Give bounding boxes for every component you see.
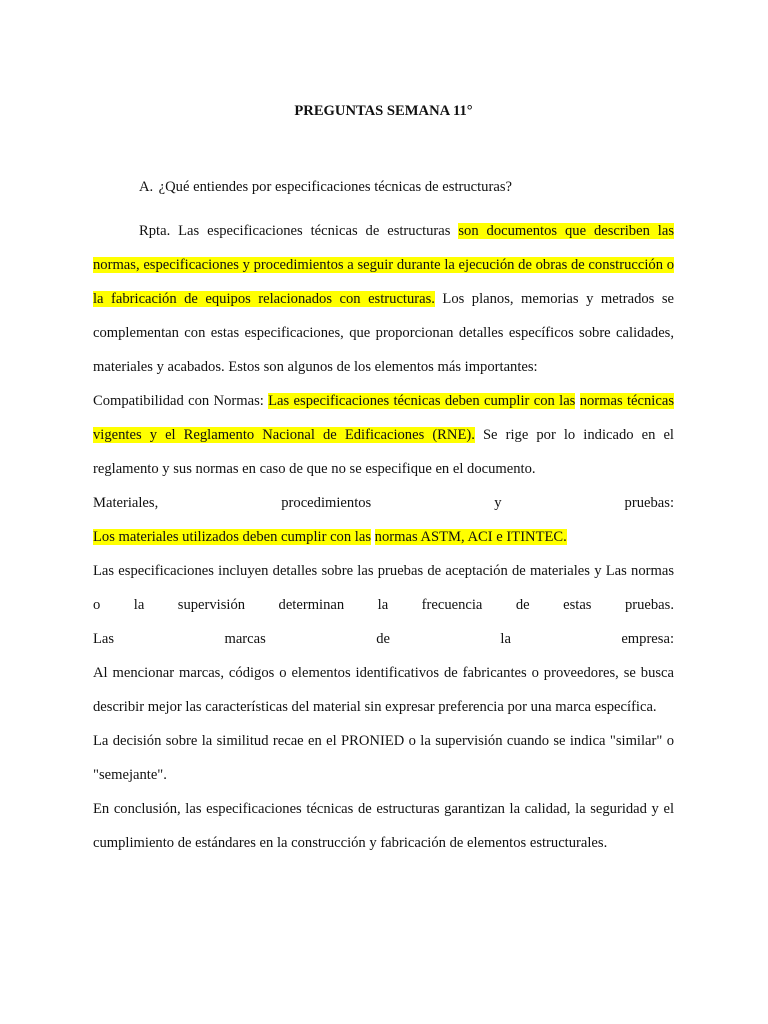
compatibility-continuation: Se rige por lo indicado en el reglamento y sus normas en caso de que no se especifique en el documento. <box>93 427 674 477</box>
highlight-norms-a: Las especificaciones técnicas deben cumplir con las <box>268 393 576 409</box>
compatibility-label: Compatibilidad con Normas: <box>93 393 269 409</box>
similarity-paragraph: La decisión sobre la similitud recae en el PRONIED o la supervisión cuando se indica "similar" o "semejante". <box>93 733 674 783</box>
materials-paragraph <box>93 520 674 554</box>
question-text: ¿Qué entiendes por especificaciones técnicas de estructuras? <box>158 179 512 195</box>
highlight-definition: son documentos que describen las normas, especificaciones y procedimientos a seguir durante la ejecución de obras de construcción o la fabricación de equipos relacionados con estructuras. <box>93 223 674 307</box>
answer-intro-continuation: Los planos, memorias y metrados se complementan con estas especificaciones, que proporcionan detalles específicos sobre calidades, materiales y acabados. Estos son algunos de los elementos más importantes: <box>93 291 674 375</box>
compatibility-paragraph <box>93 384 674 486</box>
highlight-materials-b: normas ASTM, ACI e ITINTEC. <box>374 529 567 545</box>
question-letter: A. <box>139 179 154 195</box>
answer-intro-text: Rpta. Las especificaciones técnicas de estructuras <box>139 223 459 239</box>
question-a <box>139 172 674 202</box>
highlight-materials-a: Los materiales utilizados deben cumplir con las <box>93 529 372 545</box>
tests-text: Las especificaciones incluyen detalles sobre las pruebas de aceptación de materiales y Las normas o la supervisión determinan la frecuencia de estas pruebas. <box>93 563 674 613</box>
conclusion-paragraph: En conclusión, las especificaciones técnicas de estructuras garantizan la calidad, la seguridad y el cumplimiento de estándares en la construcción y fabricación de elementos estructurales. <box>93 801 674 851</box>
highlight-norms-b: normas técnicas vigentes y el Reglamento Nacional de Edificaciones (RNE). <box>93 393 674 443</box>
brands-paragraph: Al mencionar marcas, códigos o elementos identificativos de fabricantes o proveedores, se busca describir mejor las características del material sin expresar preferencia por una marca específica. <box>93 665 674 715</box>
answer-body <box>93 214 674 860</box>
answer-paragraph-intro <box>93 214 674 384</box>
document-title: PREGUNTAS SEMANA 11° <box>294 103 473 119</box>
materials-heading: Materiales, procedimientos y pruebas: <box>93 495 674 511</box>
tests-paragraph <box>93 554 674 622</box>
brands-heading: Las marcas de la empresa: <box>93 631 674 647</box>
